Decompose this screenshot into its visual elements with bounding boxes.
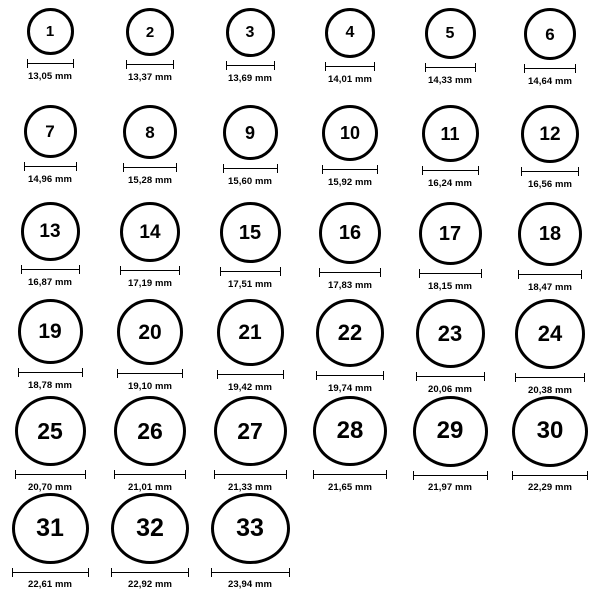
measure-line xyxy=(416,376,485,377)
ring-circle xyxy=(214,396,287,466)
measure-tick-right xyxy=(374,62,375,71)
measure-line xyxy=(21,269,80,270)
diameter-label: 13,69 mm xyxy=(227,73,273,84)
diameter-label: 17,19 mm xyxy=(127,278,173,289)
ring-size-cell[interactable] xyxy=(300,105,400,202)
diameter-label: 18,15 mm xyxy=(427,281,473,292)
measure-tick-right xyxy=(88,568,89,577)
measure-tick-right xyxy=(182,369,183,378)
ring-circle xyxy=(217,299,284,366)
ring-circle xyxy=(27,8,74,55)
ring-size-cell[interactable] xyxy=(0,8,100,105)
diameter-label: 20,06 mm xyxy=(427,384,473,395)
diameter-label: 22,29 mm xyxy=(527,482,573,493)
ring-size-number: 8 xyxy=(145,122,155,142)
diameter-measure-bar xyxy=(325,62,375,71)
measure-line xyxy=(512,475,588,476)
ring-circle xyxy=(325,8,375,58)
diameter-measure-bar xyxy=(15,470,86,479)
diameter-label: 19,42 mm xyxy=(227,382,273,393)
ring-size-number: 29 xyxy=(436,417,464,445)
diameter-label: 14,01 mm xyxy=(327,74,373,85)
diameter-measure-bar xyxy=(12,568,89,576)
measure-tick-right xyxy=(578,167,579,176)
diameter-label: 14,64 mm xyxy=(527,76,573,87)
measure-tick-right xyxy=(277,164,278,173)
measure-line xyxy=(15,474,86,475)
measure-tick-right xyxy=(487,471,488,480)
ring-size-number: 24 xyxy=(537,321,563,346)
ring-circle xyxy=(117,299,183,365)
measure-tick-right xyxy=(386,470,387,479)
measure-tick-right xyxy=(79,265,80,274)
diameter-measure-bar xyxy=(21,265,80,274)
measure-tick-left xyxy=(24,162,25,171)
ring-size-number: 12 xyxy=(539,123,561,145)
diameter-measure-bar xyxy=(120,266,180,275)
measure-line xyxy=(319,272,381,273)
diameter-label: 18,47 mm xyxy=(527,282,573,293)
measure-tick-right xyxy=(484,372,485,381)
ring-size-number: 31 xyxy=(36,513,64,542)
ring-size-cell[interactable] xyxy=(500,8,600,105)
measure-tick-right xyxy=(584,373,585,382)
ring-size-number: 2 xyxy=(145,23,155,41)
measure-line xyxy=(214,474,287,475)
measure-tick-left xyxy=(111,568,112,577)
measure-tick-left xyxy=(422,166,423,175)
ring-size-cell[interactable] xyxy=(100,202,200,299)
ring-size-cell[interactable] xyxy=(0,202,100,299)
ring-size-cell[interactable] xyxy=(300,202,400,299)
diameter-label: 18,78 mm xyxy=(27,380,73,391)
ring-size-cell[interactable] xyxy=(200,105,300,202)
diameter-label: 22,92 mm xyxy=(127,579,173,590)
ring-size-number: 11 xyxy=(440,123,460,144)
diameter-label: 13,37 mm xyxy=(127,72,173,83)
measure-line xyxy=(322,169,378,170)
measure-tick-right xyxy=(587,471,588,480)
ring-size-number: 9 xyxy=(244,122,255,143)
diameter-measure-bar xyxy=(316,371,384,380)
ring-size-cell[interactable] xyxy=(400,8,500,105)
measure-tick-left xyxy=(325,62,326,71)
ring-size-cell[interactable] xyxy=(400,202,500,299)
ring-size-cell[interactable] xyxy=(0,493,100,590)
measure-line xyxy=(217,374,284,375)
diameter-measure-bar xyxy=(27,59,74,68)
diameter-label: 21,97 mm xyxy=(427,482,473,493)
ring-circle xyxy=(126,8,174,56)
ring-circle xyxy=(211,493,290,564)
ring-circle xyxy=(425,8,476,59)
diameter-label: 22,61 mm xyxy=(27,579,73,590)
ring-circle xyxy=(512,396,588,467)
measure-tick-left xyxy=(524,64,525,73)
ring-size-number: 22 xyxy=(337,320,363,345)
ring-size-cell[interactable] xyxy=(100,105,200,202)
ring-size-cell[interactable] xyxy=(500,202,600,299)
measure-tick-left xyxy=(220,267,221,276)
ring-circle xyxy=(226,8,275,57)
diameter-label: 17,83 mm xyxy=(327,280,373,291)
measure-tick-right xyxy=(377,165,378,174)
measure-tick-right xyxy=(85,470,86,479)
diameter-label: 16,56 mm xyxy=(527,179,573,190)
measure-tick-left xyxy=(515,373,516,382)
ring-size-number: 5 xyxy=(445,24,455,42)
measure-tick-left xyxy=(316,371,317,380)
measure-tick-left xyxy=(21,265,22,274)
diameter-measure-bar xyxy=(521,167,579,176)
diameter-label: 16,24 mm xyxy=(427,178,473,189)
measure-tick-right xyxy=(478,166,479,175)
ring-size-cell[interactable] xyxy=(200,493,300,590)
measure-tick-right xyxy=(280,267,281,276)
ring-circle xyxy=(313,396,387,466)
measure-line xyxy=(117,373,183,374)
measure-tick-right xyxy=(283,370,284,379)
diameter-label: 13,05 mm xyxy=(27,71,73,82)
measure-line xyxy=(12,572,89,573)
measure-tick-left xyxy=(27,59,28,68)
diameter-measure-bar xyxy=(214,470,287,479)
measure-line xyxy=(422,170,479,171)
ring-size-cell[interactable] xyxy=(300,8,400,105)
measure-tick-right xyxy=(475,63,476,72)
measure-line xyxy=(515,377,585,378)
ring-circle xyxy=(15,396,86,466)
ring-size-cell[interactable] xyxy=(0,299,100,396)
ring-size-cell[interactable] xyxy=(100,299,200,396)
ring-size-cell[interactable] xyxy=(200,8,300,105)
diameter-label: 17,51 mm xyxy=(227,279,273,290)
measure-tick-left xyxy=(413,471,414,480)
diameter-label: 23,94 mm xyxy=(227,579,273,590)
ring-circle xyxy=(319,202,381,264)
measure-tick-left xyxy=(12,568,13,577)
ring-size-cell[interactable] xyxy=(400,105,500,202)
measure-tick-left xyxy=(313,470,314,479)
measure-tick-left xyxy=(226,61,227,70)
diameter-measure-bar xyxy=(123,163,177,172)
diameter-measure-bar xyxy=(18,368,83,377)
ring-size-cell[interactable] xyxy=(200,299,300,396)
diameter-label: 20,70 mm xyxy=(27,482,73,493)
ring-size-number: 17 xyxy=(438,222,462,245)
measure-line xyxy=(413,475,488,476)
ring-size-number: 23 xyxy=(437,320,463,346)
ring-size-cell[interactable] xyxy=(500,396,600,493)
ring-size-number: 1 xyxy=(45,23,55,40)
measure-line xyxy=(18,372,83,373)
measure-tick-left xyxy=(217,370,218,379)
measure-tick-right xyxy=(289,568,290,577)
measure-tick-right xyxy=(383,371,384,380)
diameter-measure-bar xyxy=(515,373,585,382)
diameter-label: 15,92 mm xyxy=(327,177,373,188)
diameter-label: 14,33 mm xyxy=(427,75,473,86)
ring-size-number: 15 xyxy=(238,221,262,244)
diameter-label: 21,65 mm xyxy=(327,482,373,493)
ring-size-cell[interactable] xyxy=(100,8,200,105)
ring-circle xyxy=(220,202,281,263)
ring-circle xyxy=(123,105,177,159)
diameter-measure-bar xyxy=(211,568,290,576)
measure-line xyxy=(120,270,180,271)
diameter-label: 19,74 mm xyxy=(327,383,373,394)
measure-tick-right xyxy=(581,270,582,279)
measure-tick-left xyxy=(114,470,115,479)
ring-size-number: 33 xyxy=(236,513,264,542)
measure-line xyxy=(419,273,482,274)
measure-tick-right xyxy=(481,269,482,278)
ring-size-number: 19 xyxy=(38,320,62,343)
measure-line xyxy=(123,167,177,168)
ring-circle xyxy=(18,299,83,364)
ring-circle xyxy=(422,105,479,162)
diameter-label: 19,10 mm xyxy=(127,381,173,392)
ring-size-number: 13 xyxy=(39,221,61,242)
ring-circle xyxy=(223,105,278,160)
ring-size-number: 28 xyxy=(336,417,364,445)
ring-circle xyxy=(413,396,488,467)
diameter-label: 15,60 mm xyxy=(227,176,273,187)
measure-tick-right xyxy=(274,61,275,70)
measure-tick-left xyxy=(425,63,426,72)
measure-line xyxy=(223,168,278,169)
measure-tick-left xyxy=(322,165,323,174)
ring-size-cell[interactable] xyxy=(0,396,100,493)
ring-size-cell[interactable] xyxy=(400,396,500,493)
ring-circle xyxy=(24,105,77,158)
ring-circle xyxy=(12,493,89,564)
ring-size-number: 25 xyxy=(37,417,63,444)
measure-line xyxy=(27,63,74,64)
diameter-measure-bar xyxy=(419,269,482,278)
measure-tick-left xyxy=(512,471,513,480)
measure-line xyxy=(521,171,579,172)
measure-tick-right xyxy=(188,568,189,577)
measure-tick-left xyxy=(117,369,118,378)
diameter-measure-bar xyxy=(425,63,476,72)
ring-circle xyxy=(21,202,80,261)
measure-tick-right xyxy=(176,163,177,172)
ring-size-cell[interactable] xyxy=(500,105,600,202)
ring-size-number: 6 xyxy=(545,24,555,44)
ring-size-number: 18 xyxy=(538,223,562,245)
measure-line xyxy=(325,66,375,67)
diameter-label: 20,38 mm xyxy=(527,385,573,396)
diameter-measure-bar xyxy=(223,164,278,173)
ring-circle xyxy=(524,8,576,60)
measure-tick-left xyxy=(521,167,522,176)
ring-circle xyxy=(521,105,579,163)
diameter-measure-bar xyxy=(226,61,275,70)
diameter-measure-bar xyxy=(322,165,378,174)
diameter-label: 14,96 mm xyxy=(27,174,73,185)
measure-tick-left xyxy=(120,266,121,275)
ring-size-cell[interactable] xyxy=(100,396,200,493)
ring-size-number: 3 xyxy=(245,23,255,41)
diameter-measure-bar xyxy=(117,369,183,378)
diameter-measure-bar xyxy=(422,166,479,175)
measure-tick-left xyxy=(126,60,127,69)
measure-tick-left xyxy=(223,164,224,173)
diameter-measure-bar xyxy=(114,470,186,479)
measure-line xyxy=(220,271,281,272)
ring-size-cell[interactable] xyxy=(0,105,100,202)
ring-size-number: 26 xyxy=(137,417,163,444)
diameter-measure-bar xyxy=(24,162,77,171)
measure-tick-right xyxy=(575,64,576,73)
diameter-measure-bar xyxy=(111,568,189,576)
measure-line xyxy=(425,67,476,68)
measure-tick-right xyxy=(76,162,77,171)
diameter-label: 21,01 mm xyxy=(127,482,173,493)
measure-tick-right xyxy=(173,60,174,69)
measure-tick-right xyxy=(185,470,186,479)
ring-size-cell[interactable] xyxy=(300,299,400,396)
ring-size-number: 16 xyxy=(338,222,362,244)
ring-size-number: 20 xyxy=(138,320,162,344)
ring-circle xyxy=(518,202,582,266)
measure-tick-left xyxy=(518,270,519,279)
ring-circle xyxy=(111,493,189,564)
diameter-measure-bar xyxy=(126,60,174,69)
ring-circle xyxy=(316,299,384,367)
ring-size-cell[interactable] xyxy=(500,299,600,396)
measure-line xyxy=(111,572,189,573)
diameter-measure-bar xyxy=(518,270,582,279)
ring-circle xyxy=(515,299,585,369)
diameter-measure-bar xyxy=(413,471,488,479)
diameter-label: 15,28 mm xyxy=(127,175,173,186)
measure-line xyxy=(24,166,77,167)
ring-size-number: 7 xyxy=(45,122,55,141)
ring-size-number: 14 xyxy=(139,221,161,243)
measure-line xyxy=(114,474,186,475)
measure-tick-left xyxy=(123,163,124,172)
diameter-label: 21,33 mm xyxy=(227,482,273,493)
ring-size-cell[interactable] xyxy=(200,396,300,493)
measure-line xyxy=(518,274,582,275)
diameter-measure-bar xyxy=(319,268,381,277)
measure-tick-left xyxy=(419,269,420,278)
measure-line xyxy=(126,64,174,65)
measure-line xyxy=(211,572,290,573)
diameter-label: 16,87 mm xyxy=(27,277,73,288)
ring-size-number: 21 xyxy=(238,321,262,344)
measure-tick-right xyxy=(380,268,381,277)
measure-tick-right xyxy=(286,470,287,479)
ring-circle xyxy=(120,202,180,262)
ring-circle xyxy=(114,396,186,466)
measure-tick-right xyxy=(179,266,180,275)
ring-circle xyxy=(416,299,485,368)
measure-tick-left xyxy=(319,268,320,277)
diameter-measure-bar xyxy=(416,372,485,381)
measure-line xyxy=(313,474,387,475)
diameter-measure-bar xyxy=(313,470,387,479)
diameter-measure-bar xyxy=(217,370,284,379)
measure-tick-left xyxy=(416,372,417,381)
diameter-measure-bar xyxy=(512,471,588,479)
measure-line xyxy=(316,375,384,376)
measure-tick-left xyxy=(15,470,16,479)
diameter-measure-bar xyxy=(220,267,281,276)
ring-circle xyxy=(322,105,378,161)
measure-line xyxy=(524,68,576,69)
ring-size-cell[interactable] xyxy=(200,202,300,299)
ring-size-cell[interactable] xyxy=(100,493,200,590)
ring-size-number: 10 xyxy=(339,123,361,143)
ring-size-number: 27 xyxy=(237,417,263,444)
ring-size-number: 30 xyxy=(536,417,564,445)
ring-size-number: 4 xyxy=(345,24,355,41)
ring-circle xyxy=(419,202,482,265)
diameter-measure-bar xyxy=(524,64,576,73)
ring-size-number: 32 xyxy=(136,513,164,542)
measure-tick-left xyxy=(18,368,19,377)
measure-line xyxy=(226,65,275,66)
ring-size-cell[interactable] xyxy=(400,299,500,396)
measure-tick-left xyxy=(214,470,215,479)
measure-tick-right xyxy=(73,59,74,68)
measure-tick-right xyxy=(82,368,83,377)
ring-size-cell[interactable] xyxy=(300,396,400,493)
measure-tick-left xyxy=(211,568,212,577)
